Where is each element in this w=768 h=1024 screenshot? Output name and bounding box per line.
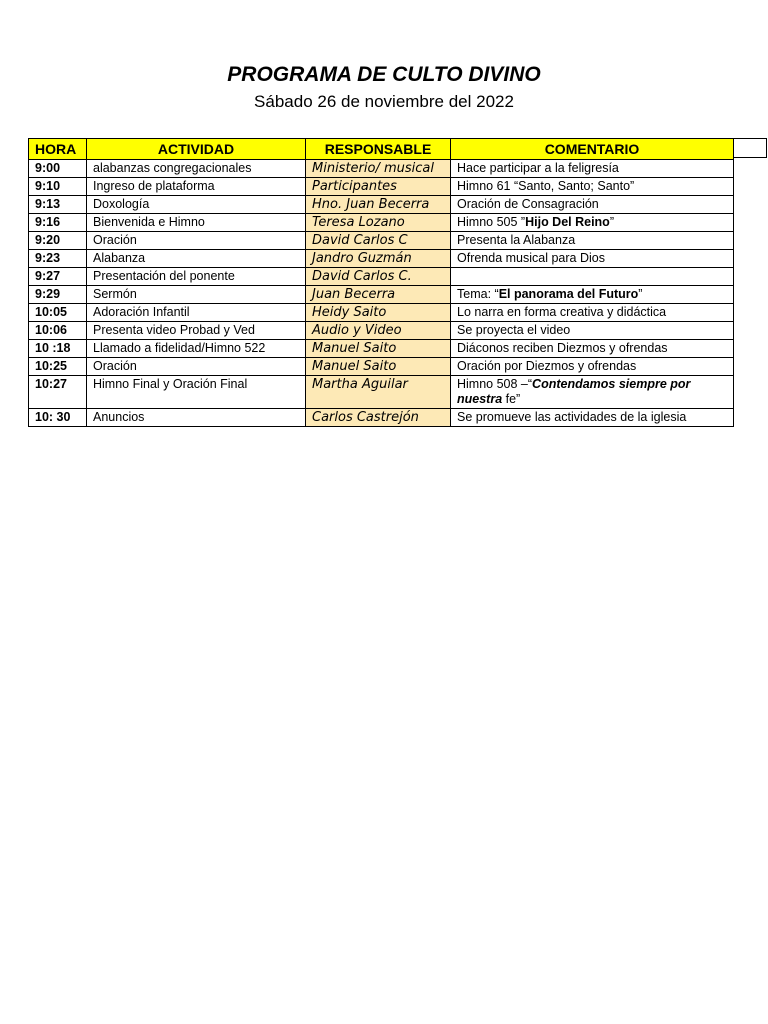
cell-hora: 9:00 [29, 160, 87, 178]
cell-actividad: Doxología [87, 196, 306, 214]
cell-actividad: Bienvenida e Himno [87, 214, 306, 232]
program-table [28, 138, 734, 427]
cell-responsable: David Carlos C [306, 232, 451, 250]
table-header-row [29, 139, 734, 160]
table-row [29, 358, 734, 376]
header-hora: HORA [29, 139, 87, 160]
cell-actividad: Oración [87, 358, 306, 376]
cell-hora: 9:29 [29, 286, 87, 304]
cell-responsable: Heidy Saito [306, 304, 451, 322]
table-row [29, 340, 734, 358]
cell-actividad: Anuncios [87, 409, 306, 427]
document-title: PROGRAMA DE CULTO DIVINO [227, 63, 541, 86]
cell-actividad: Alabanza [87, 250, 306, 268]
cell-hora: 9:23 [29, 250, 87, 268]
cell-hora: 10:06 [29, 322, 87, 340]
cell-hora: 9:13 [29, 196, 87, 214]
comentario-text: fe” [502, 392, 521, 406]
cell-responsable: Audio y Video [306, 322, 451, 340]
document-subtitle: Sábado 26 de noviembre del 2022 [254, 92, 514, 111]
cell-actividad: Sermón [87, 286, 306, 304]
cell-comentario: Se promueve las actividades de la iglesia [451, 409, 734, 427]
cell-hora: 10: 30 [29, 409, 87, 427]
cell-comentario: Lo narra en forma creativa y didáctica [451, 304, 734, 322]
cell-responsable: Manuel Saito [306, 358, 451, 376]
table-row [29, 232, 734, 250]
cell-comentario [451, 286, 734, 304]
cell-responsable: Martha Aguilar [306, 376, 451, 409]
cell-comentario [451, 376, 734, 409]
table-row [29, 268, 734, 286]
cell-responsable: Jandro Guzmán [306, 250, 451, 268]
cell-responsable: Juan Becerra [306, 286, 451, 304]
cell-actividad: Presentación del ponente [87, 268, 306, 286]
comentario-text: Himno 505 ” [457, 215, 526, 229]
table-row [29, 250, 734, 268]
cell-actividad: Presenta video Probad y Ved [87, 322, 306, 340]
hymn-title: Contendamos siempre por nuestra [457, 377, 691, 406]
cell-comentario [451, 268, 734, 286]
cell-responsable: Participantes [306, 178, 451, 196]
cell-responsable: Hno. Juan Becerra [306, 196, 451, 214]
cell-hora: 9:16 [29, 214, 87, 232]
cell-responsable: Teresa Lozano [306, 214, 451, 232]
cell-actividad: Oración [87, 232, 306, 250]
cell-comentario: Oración de Consagración [451, 196, 734, 214]
cell-hora: 10:05 [29, 304, 87, 322]
cell-comentario: Oración por Diezmos y ofrendas [451, 358, 734, 376]
cell-responsable: David Carlos C. [306, 268, 451, 286]
cell-actividad: Himno Final y Oración Final [87, 376, 306, 409]
cell-comentario [451, 214, 734, 232]
cell-comentario: Ofrenda musical para Dios [451, 250, 734, 268]
header-comentario: COMENTARIO [451, 139, 734, 160]
table-row [29, 160, 734, 178]
cell-responsable: Manuel Saito [306, 340, 451, 358]
cell-comentario: Se proyecta el video [451, 322, 734, 340]
comentario-text: Tema: “ [457, 287, 499, 301]
hymn-title: Hijo Del Reino [525, 215, 610, 229]
cell-comentario: Presenta la Alabanza [451, 232, 734, 250]
header-actividad: ACTIVIDAD [87, 139, 306, 160]
table-row [29, 304, 734, 322]
comentario-text: Himno 508 –“ [457, 377, 533, 391]
cell-hora: 9:27 [29, 268, 87, 286]
cell-actividad: Llamado a fidelidad/Himno 522 [87, 340, 306, 358]
cell-actividad: Ingreso de plataforma [87, 178, 306, 196]
sermon-theme: El panorama del Futuro [498, 287, 639, 301]
cell-hora: 10:25 [29, 358, 87, 376]
cell-actividad: alabanzas congregacionales [87, 160, 306, 178]
table-row [29, 409, 734, 427]
cell-comentario: Hace participar a la feligresía [451, 160, 734, 178]
table-row [29, 196, 734, 214]
cell-actividad: Adoración Infantil [87, 304, 306, 322]
cell-hora: 10 :18 [29, 340, 87, 358]
cell-responsable: Carlos Castrejón [306, 409, 451, 427]
comentario-text: ” [638, 287, 643, 301]
header-responsable: RESPONSABLE [306, 139, 451, 160]
cell-hora: 10:27 [29, 376, 87, 409]
cell-hora: 9:10 [29, 178, 87, 196]
table-extra-header-cell [733, 138, 767, 158]
table-row [29, 178, 734, 196]
comentario-text: ” [609, 215, 614, 229]
table-row [29, 214, 734, 232]
table-row [29, 322, 734, 340]
cell-comentario: Diáconos reciben Diezmos y ofrendas [451, 340, 734, 358]
cell-responsable: Ministerio/ musical [306, 160, 451, 178]
cell-comentario: Himno 61 “Santo, Santo; Santo” [451, 178, 734, 196]
cell-hora: 9:20 [29, 232, 87, 250]
table-row [29, 286, 734, 304]
table-row [29, 376, 734, 409]
